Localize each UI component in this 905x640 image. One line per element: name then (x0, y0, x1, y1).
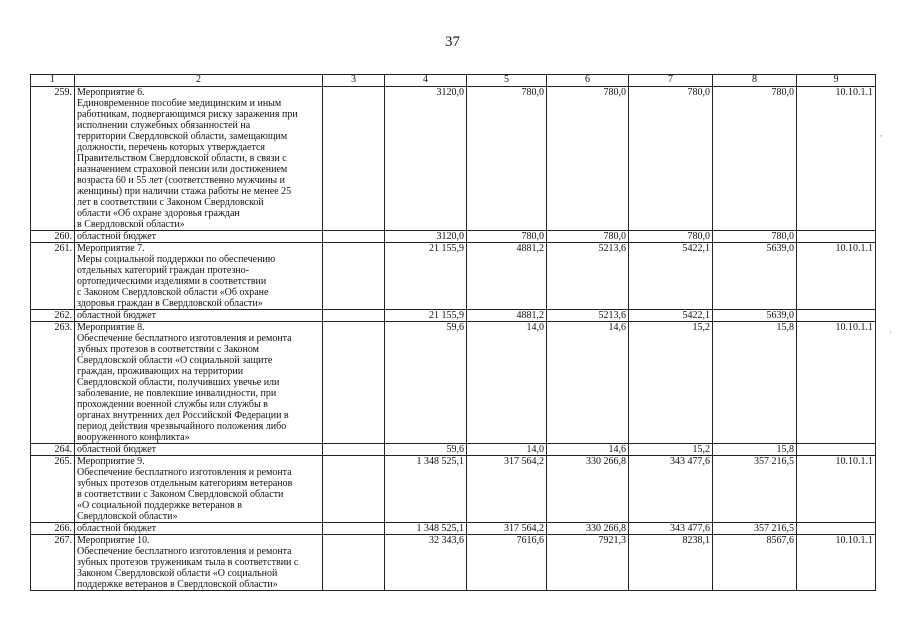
target-code-cell (797, 310, 876, 322)
description-line: органах внутренних дел Российской Федерации в (77, 410, 289, 421)
description-line: прохождении военной службы или службы в (77, 399, 268, 410)
row-number: 266. (31, 523, 75, 535)
total-amount-cell: 59,6 (385, 322, 467, 444)
table-row (31, 535, 876, 591)
description-line: лет в соответствии с Законом Свердловской (77, 197, 264, 208)
header-cell: 2 (75, 75, 323, 87)
total-amount-cell: 59,6 (385, 444, 467, 456)
description-line: Правительством Свердловской области, в связи с (77, 153, 287, 164)
table-body (31, 87, 876, 591)
table-row (31, 322, 876, 444)
row-number: 260. (31, 231, 75, 243)
table-row (31, 87, 876, 231)
description-line: Обеспечение бесплатного изготовления и ремонта (77, 333, 292, 344)
description-line: области «Об охране здоровья граждан (77, 208, 240, 219)
total-amount-cell: 1 348 525,1 (385, 523, 467, 535)
description-line: здоровья граждан в Свердловской области» (77, 298, 263, 309)
description-line: женщины) при наличии стажа работы не менее 25 (77, 186, 292, 197)
target-code-cell: 10.10.1.1 (797, 456, 876, 523)
target-code-cell: 10.10.1.1 (797, 243, 876, 310)
year-3-amount-cell: 8238,1 (629, 535, 713, 591)
year-2-amount-cell: 14,6 (547, 444, 629, 456)
header-cell: 5 (467, 75, 547, 87)
year-2-amount-cell: 330 266,8 (547, 523, 629, 535)
year-2-amount-cell: 14,6 (547, 322, 629, 444)
row-description (75, 535, 323, 591)
row-description (75, 322, 323, 444)
year-4-amount-cell: 357 216,5 (713, 456, 797, 523)
total-amount-cell: 1 348 525,1 (385, 456, 467, 523)
year-4-amount-cell: 8567,6 (713, 535, 797, 591)
column-3-cell (323, 523, 385, 535)
year-4-amount-cell: 357 216,5 (713, 523, 797, 535)
page-number: 37 (445, 34, 460, 50)
description-line: заболевание, не повлекшие инвалидности, при (77, 388, 277, 399)
column-3-cell (323, 87, 385, 231)
column-3-cell (323, 444, 385, 456)
description-line: территории Свердловской области, замещающим (77, 131, 288, 142)
description-line: период действия чрезвычайного положения либо (77, 421, 287, 432)
column-3-cell (323, 310, 385, 322)
year-3-amount-cell: 780,0 (629, 231, 713, 243)
target-code-cell (797, 231, 876, 243)
year-1-amount-cell: 4881,2 (467, 243, 547, 310)
year-4-amount-cell: 5639,0 (713, 243, 797, 310)
year-3-amount-cell: 343 477,6 (629, 523, 713, 535)
description-line: вооруженного конфликта» (77, 432, 190, 443)
total-amount-cell: 21 155,9 (385, 243, 467, 310)
description-line: Единовременное пособие медицинским и иным (77, 98, 282, 109)
year-3-amount-cell: 343 477,6 (629, 456, 713, 523)
description-line: Мероприятие 6. (77, 87, 145, 98)
table-row (31, 310, 876, 322)
year-2-amount-cell: 7921,3 (547, 535, 629, 591)
header-cell: 8 (713, 75, 797, 87)
scan-mark: , (880, 128, 883, 138)
year-1-amount-cell: 780,0 (467, 87, 547, 231)
row-number: 263. (31, 322, 75, 444)
description-line: Законом Свердловской области «О социальной (77, 568, 278, 579)
year-4-amount-cell: 15,8 (713, 444, 797, 456)
row-description (75, 444, 323, 456)
row-number: 264. (31, 444, 75, 456)
year-4-amount-cell: 780,0 (713, 231, 797, 243)
header-cell: 4 (385, 75, 467, 87)
description-line: зубных протезов отдельным категориям ветеранов (77, 478, 293, 489)
total-amount-cell: 32 343,6 (385, 535, 467, 591)
year-4-amount-cell: 5639,0 (713, 310, 797, 322)
table-row (31, 444, 876, 456)
row-number: 265. (31, 456, 75, 523)
budget-table (30, 74, 876, 591)
description-line: зубных протезов в соответствии с Законом (77, 344, 259, 355)
table-row (31, 523, 876, 535)
year-2-amount-cell: 330 266,8 (547, 456, 629, 523)
description-line: исполнении служебных обязанностей на (77, 120, 251, 131)
year-2-amount-cell: 780,0 (547, 87, 629, 231)
target-code-cell: 10.10.1.1 (797, 87, 876, 231)
column-3-cell (323, 456, 385, 523)
description-line: Меры социальной поддержки по обеспечению (77, 254, 276, 265)
description-line: Обеспечение бесплатного изготовления и ремонта (77, 546, 292, 557)
header-cell: 1 (31, 75, 75, 87)
description-line: «О социальной поддержке ветеранов в (77, 500, 242, 511)
description-line: Свердловской области «О социальной защите (77, 355, 273, 366)
year-2-amount-cell: 5213,6 (547, 310, 629, 322)
column-3-cell (323, 322, 385, 444)
year-4-amount-cell: 15,8 (713, 322, 797, 444)
description-line: Свердловской области» (77, 511, 178, 522)
row-description (75, 87, 323, 231)
header-cell: 9 (797, 75, 876, 87)
header-row (31, 75, 876, 87)
scan-mark: ' (890, 330, 892, 340)
table-row (31, 456, 876, 523)
year-4-amount-cell: 780,0 (713, 87, 797, 231)
target-code-cell (797, 444, 876, 456)
target-code-cell (797, 523, 876, 535)
column-3-cell (323, 243, 385, 310)
year-1-amount-cell: 317 564,2 (467, 523, 547, 535)
target-code-cell: 10.10.1.1 (797, 535, 876, 591)
description-line: с Законом Свердловской области «Об охране (77, 287, 269, 298)
year-3-amount-cell: 5422,1 (629, 310, 713, 322)
year-1-amount-cell: 317 564,2 (467, 456, 547, 523)
year-1-amount-cell: 7616,6 (467, 535, 547, 591)
description-line: Обеспечение бесплатного изготовления и ремонта (77, 467, 292, 478)
row-description (75, 523, 323, 535)
description-line: ортопедическими изделиями в соответствии (77, 276, 267, 287)
description-line: Мероприятие 8. (77, 322, 145, 333)
year-3-amount-cell: 5422,1 (629, 243, 713, 310)
row-description (75, 310, 323, 322)
year-3-amount-cell: 780,0 (629, 87, 713, 231)
column-3-cell (323, 231, 385, 243)
table-row (31, 231, 876, 243)
description-line: работникам, подвергающимся риску заражения при (77, 109, 298, 120)
header-cell: 7 (629, 75, 713, 87)
description-line: Мероприятие 9. (77, 456, 145, 467)
description-line: должности, перечень которых утверждается (77, 142, 266, 153)
description-line: в соответствии с Законом Свердловской области (77, 489, 284, 500)
year-1-amount-cell: 780,0 (467, 231, 547, 243)
target-code-cell: 10.10.1.1 (797, 322, 876, 444)
total-amount-cell: 21 155,9 (385, 310, 467, 322)
row-number: 262. (31, 310, 75, 322)
row-number: 267. (31, 535, 75, 591)
year-2-amount-cell: 780,0 (547, 231, 629, 243)
year-1-amount-cell: 4881,2 (467, 310, 547, 322)
column-3-cell (323, 535, 385, 591)
row-description (75, 231, 323, 243)
description-line: отдельных категорий граждан протезно- (77, 265, 250, 276)
description-line: областной бюджет (77, 444, 157, 455)
description-line: граждан, проживающих на территории (77, 366, 244, 377)
description-line: областной бюджет (77, 310, 157, 321)
description-line: возраста 60 и 55 лет (соответственно мужчины и (77, 175, 285, 186)
year-3-amount-cell: 15,2 (629, 444, 713, 456)
description-line: Свердловской области, получивших увечье или (77, 377, 280, 388)
description-line: областной бюджет (77, 231, 157, 242)
total-amount-cell: 3120,0 (385, 87, 467, 231)
description-line: зубных протезов труженикам тыла в соответствии с (77, 557, 299, 568)
description-line: Мероприятие 7. (77, 243, 145, 254)
year-2-amount-cell: 5213,6 (547, 243, 629, 310)
header-cell: 3 (323, 75, 385, 87)
year-3-amount-cell: 15,2 (629, 322, 713, 444)
description-line: назначением страховой пенсии или достижением (77, 164, 288, 175)
row-description (75, 243, 323, 310)
year-1-amount-cell: 14,0 (467, 322, 547, 444)
description-line: поддержке ветеранов в Свердловской области» (77, 579, 278, 590)
row-number: 259. (31, 87, 75, 231)
year-1-amount-cell: 14,0 (467, 444, 547, 456)
row-description (75, 456, 323, 523)
header-cell: 6 (547, 75, 629, 87)
description-line: Мероприятие 10. (77, 535, 150, 546)
description-line: областной бюджет (77, 523, 157, 534)
total-amount-cell: 3120,0 (385, 231, 467, 243)
row-number: 261. (31, 243, 75, 310)
description-line: в Свердловской области» (77, 219, 185, 230)
table-row (31, 243, 876, 310)
